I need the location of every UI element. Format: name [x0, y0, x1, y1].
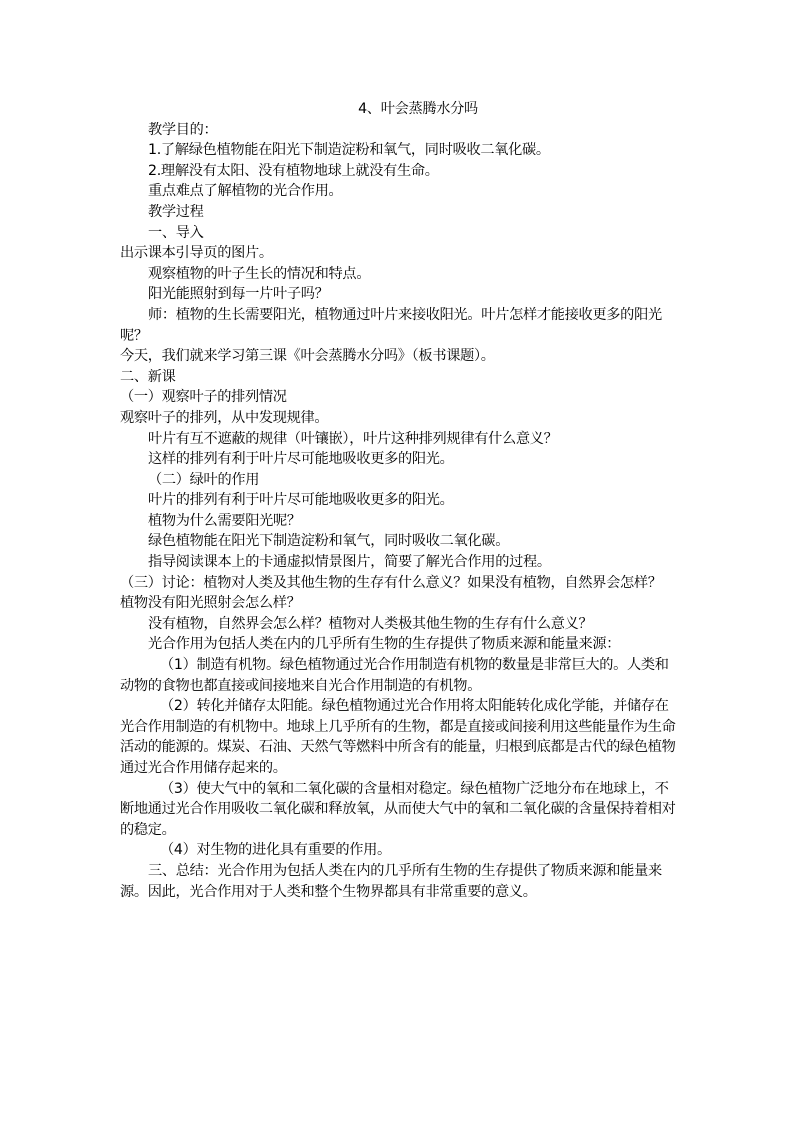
- paragraph: 三、总结：光合作用为包括人类在内的几乎所有生物的生存提供了物质来源和能量来源。因此，光合作用对于人类和整个生物界都具有非常重要的意义。: [120, 862, 662, 900]
- paragraph: 出示课本引导页的图片。: [120, 245, 273, 262]
- paragraph: 今天，我们就来学习第三课《叶会蒸腾水分吗》（板书课题）。: [120, 348, 495, 365]
- paragraph: 教学目的：: [148, 121, 218, 138]
- paragraph: 叶片有互不遮蔽的规律（叶镶嵌），叶片这种排列规律有什么意义？: [148, 430, 558, 447]
- paragraph: 叶片的排列有利于叶片尽可能地吸收更多的阳光。: [148, 492, 454, 509]
- paragraph: 观察叶子的排列，从中发现规律。: [120, 409, 329, 426]
- paragraph: （三）讨论：植物对人类及其他生物的生存有什么意义？如果没有植物，自然界会怎样？: [120, 574, 662, 591]
- paragraph: 2.理解没有太阳、没有植物地球上就没有生命。: [148, 162, 439, 179]
- paragraph: 没有植物，自然界会怎么样？植物对人类极其他生物的生存有什么意义？: [148, 615, 593, 632]
- paragraph: （3）使大气中的氧和二氧化碳的含量相对稳定。绿色植物广泛地分布在地球上，不断地通过光合作用吸收二氧化碳和释放氧，从而使大气中的氧和二氧化碳的含量保持着相对的稳定。: [120, 780, 676, 838]
- paragraph: 师：植物的生长需要阳光，植物通过叶片来接收阳光。叶片怎样才能接收更多的阳光呢？: [120, 306, 662, 344]
- paragraph: 1.了解绿色植物能在阳光下制造淀粉和氧气，同时吸收二氧化碳。: [148, 142, 550, 159]
- paragraph: （1）制造有机物。绿色植物通过光合作用制造有机物的数量是非常巨大的。人类和动物的食物也都直接或间接地来自光合作用制造的有机物。: [120, 657, 669, 694]
- paragraph: 植物为什么需要阳光呢？: [148, 512, 301, 529]
- paragraph: 这样的排列有利于叶片尽可能地吸收更多的阳光。: [148, 451, 454, 468]
- paragraph: 教学过程: [148, 203, 204, 220]
- paragraph: （二）绿叶的作用: [148, 471, 260, 488]
- paragraph: 植物没有阳光照射会怎么样？: [120, 595, 301, 612]
- paragraph: （2）转化并储存太阳能。绿色植物通过光合作用将太阳能转化成化学能，并储存在光合作用制造的有机物中。地球上几乎所有的生物，都是直接或间接利用这些能量作为生命活动的能源的。煤炭、石油、天然气等燃料中所含有的能量，归根到底都是古代的绿色植物通过光合作用储存起来的。: [120, 698, 676, 776]
- paragraph: 绿色植物能在阳光下制造淀粉和氧气，同时吸收二氧化碳。: [148, 533, 510, 550]
- paragraph: 指导阅读课本上的卡通虚拟情景图片，简要了解光合作用的过程。: [148, 554, 551, 571]
- paragraph: （一）观察叶子的排列情况: [120, 389, 287, 406]
- paragraph: 阳光能照射到每一片叶子吗？: [148, 286, 329, 303]
- document-body: [120, 99, 676, 902]
- paragraph: （4）对生物的进化具有重要的作用。: [160, 842, 391, 859]
- paragraph: 观察植物的叶子生长的情况和特点。: [148, 265, 371, 282]
- paragraph: 光合作用为包括人类在内的几乎所有生物的生存提供了物质来源和能量来源：: [148, 636, 621, 653]
- paragraph: 二、新课: [120, 368, 176, 385]
- paragraph: 一、导入: [148, 224, 204, 241]
- document-title: 4、叶会蒸腾水分吗: [358, 101, 478, 117]
- paragraph: 重点难点了解植物的光合作用。: [148, 183, 343, 200]
